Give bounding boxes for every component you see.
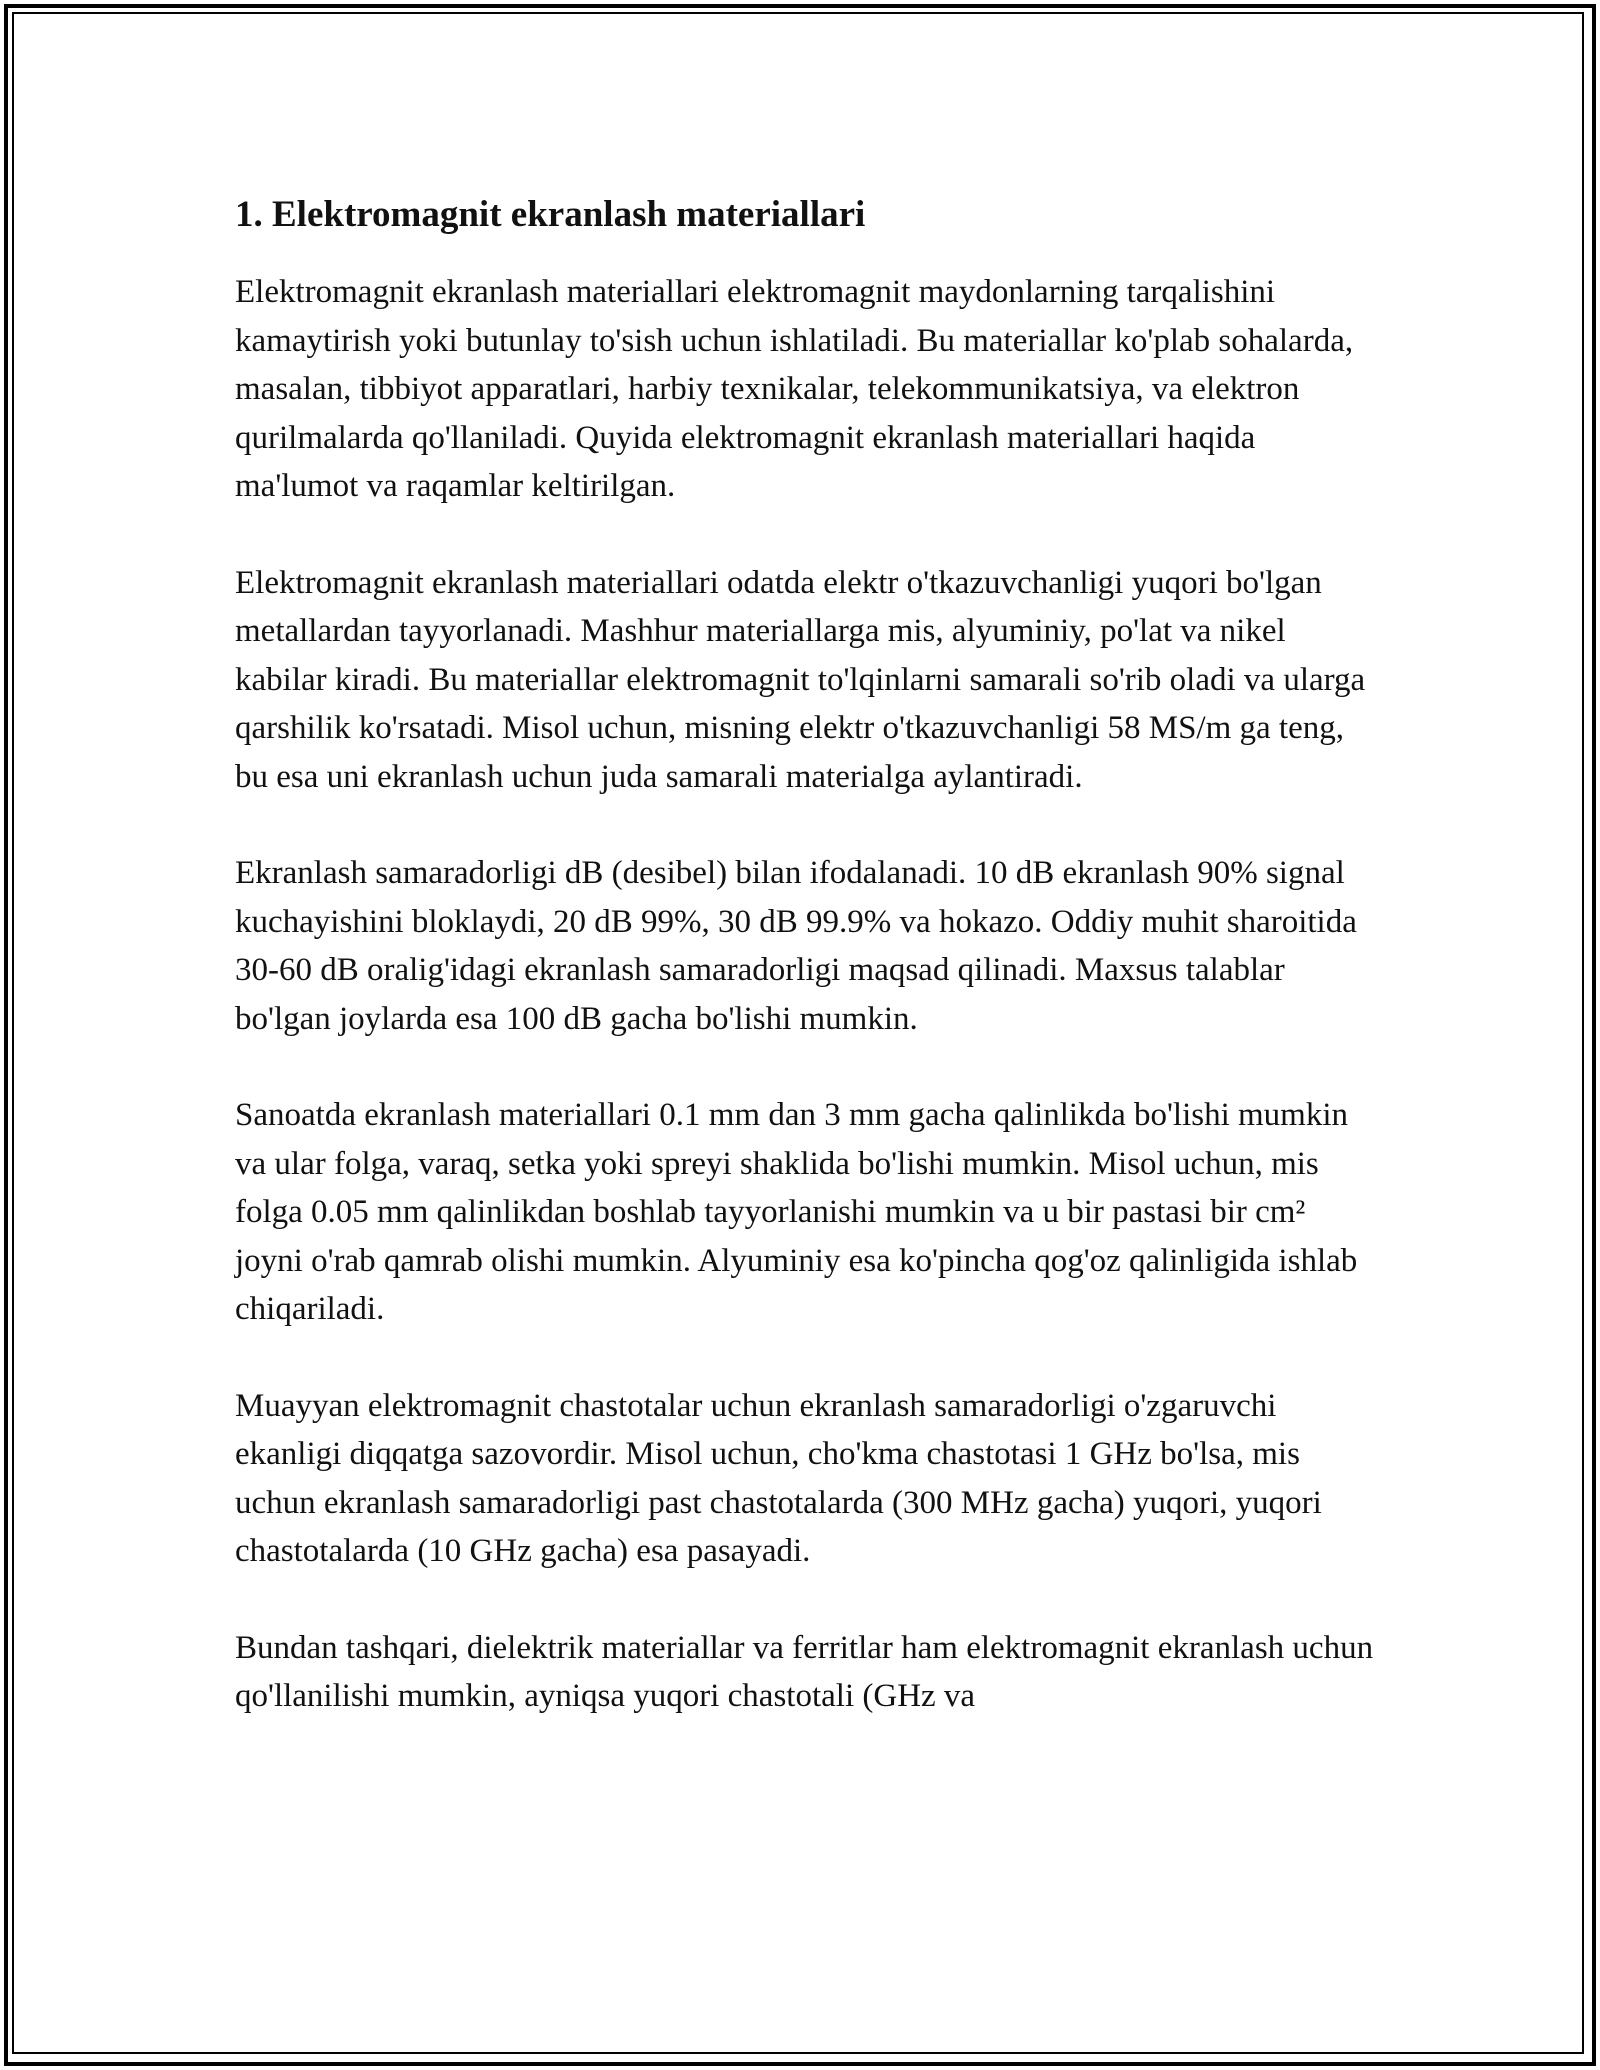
document-body	[235, 190, 1375, 1769]
paragraph-thickness: Sanoatda ekranlash materiallari 0.1 mm dan 3 mm gacha qalinlikda bo'lishi mumkin va ular folga, varaq, setka yoki spreyi shaklida bo'lishi mumkin. Misol uchun, mis folga 0.05 mm qalinlikdan boshlab tayyorlanishi mumkin va u bir pastasi bir cm² joyni o'rab qamrab olishi mumkin. Alyuminiy esa ko'pincha qog'oz qalinligida ishlab chiqariladi.	[235, 1097, 1358, 1327]
paragraph-frequency: Muayyan elektromagnit chastotalar uchun ekranlash samaradorligi o'zgaruvchi ekanligi diqqatga sazovordir. Misol uchun, cho'kma chastotasi 1 GHz bo'lsa, mis uchun ekranlash samaradorligi past chastotalarda (300 MHz gacha) yuqori, yuqori chastotalarda (10 GHz gacha) esa pasayadi.	[235, 1387, 1322, 1569]
paragraph-effectiveness: Ekranlash samaradorligi dB (desibel) bilan ifodalanadi. 10 dB ekranlash 90% signal kuchayishini bloklaydi, 20 dB 99%, 30 dB 99.9% va hokazo. Oddiy muhit sharoitida 30-60 dB oralig'idagi ekranlash samaradorligi maqsad qilinadi. Maxsus talablar bo'lgan joylarda esa 100 dB gacha bo'lishi mumkin.	[235, 855, 1357, 1037]
paragraph-dielectric: Bundan tashqari, dielektrik materiallar va ferritlar ham elektromagnit ekranlash uchun qo'llanilishi mumkin, ayniqsa yuqori chastotali (GHz va	[235, 1629, 1374, 1714]
paragraph-intro: Elektromagnit ekranlash materiallari elektromagnit maydonlarning tarqalishini kamaytirish yoki butunlay to'sish uchun ishlatiladi. Bu materiallar ko'plab sohalarda, masalan, tibbiyot apparatlari, harbiy texnikalar, telekommunikatsiya, va elektron qurilmalarda qo'llaniladi. Quyida elektromagnit ekranlash materiallari haqida ma'lumot va raqamlar keltirilgan.	[235, 274, 1354, 504]
section-heading: 1. Elektromagnit ekranlash materiallari	[235, 194, 866, 235]
paragraph-materials: Elektromagnit ekranlash materiallari odatda elektr o'tkazuvchanligi yuqori bo'lgan metallardan tayyorlanadi. Mashhur materiallarga mis, alyuminiy, po'lat va nikel kabilar kiradi. Bu materiallar elektromagnit to'lqinlarni samarali so'rib oladi va ularga qarshilik ko'rsatadi. Misol uchun, misning elektr o'tkazuvchanligi 58 MS/m ga teng, bu esa uni ekranlash uchun juda samarali materialga aylantiradi.	[235, 564, 1366, 795]
